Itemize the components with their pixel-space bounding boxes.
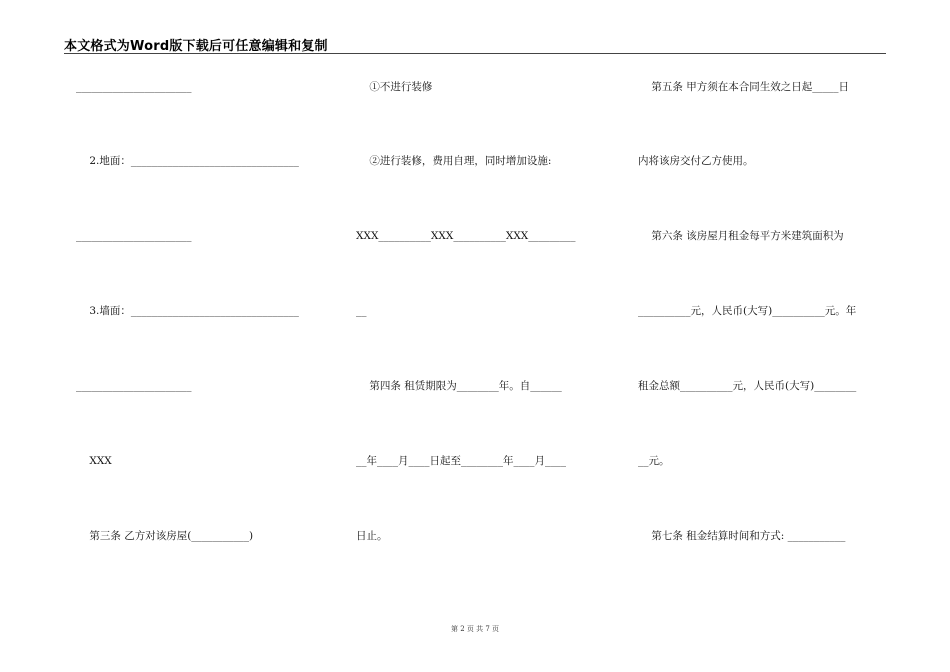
text-line: __年____月____日起至________年____月____ (356, 455, 566, 467)
text-line: 2.地面：________________________________ (76, 155, 299, 167)
text-line: 日止。 (356, 530, 388, 542)
page-header (64, 35, 886, 54)
header-title: 本文格式为Word版下载后可任意编辑和复制 (64, 39, 328, 54)
text-line: 租金总额__________元，人民币(大写)________ (638, 380, 857, 392)
text-line: ①不进行装修 (356, 81, 433, 93)
text-line: ______________________ (76, 81, 192, 93)
text-line: __元。 (638, 455, 670, 467)
text-line: ______________________ (76, 380, 192, 392)
text-line: ______________________ (76, 230, 192, 242)
text-line: 内将该房交付乙方使用。 (638, 155, 754, 167)
text-line: XXX (76, 455, 112, 467)
text-line: 第六条 该房屋月租金每平方米建筑面积为 (638, 230, 844, 242)
page-number: 第 2 页 共 7 页 (450, 625, 500, 633)
text-line: 第三条 乙方对该房屋(___________) (76, 530, 254, 542)
text-line: 3.墙面：________________________________ (76, 305, 299, 317)
text-line: __________元，人民币(大写)__________元。年 (638, 305, 857, 317)
text-line: 第五条 甲方须在本合同生效之日起_____日 (638, 81, 849, 93)
text-line: 第四条 租赁期限为________年。自______ (356, 380, 562, 392)
text-line: __ (356, 305, 367, 317)
text-line: ②进行装修，费用自理，同时增加设施: (356, 155, 552, 167)
text-line: 第七条 租金结算时间和方式: ___________ (638, 530, 846, 542)
text-line: XXX__________XXX__________XXX_________ (356, 230, 576, 242)
